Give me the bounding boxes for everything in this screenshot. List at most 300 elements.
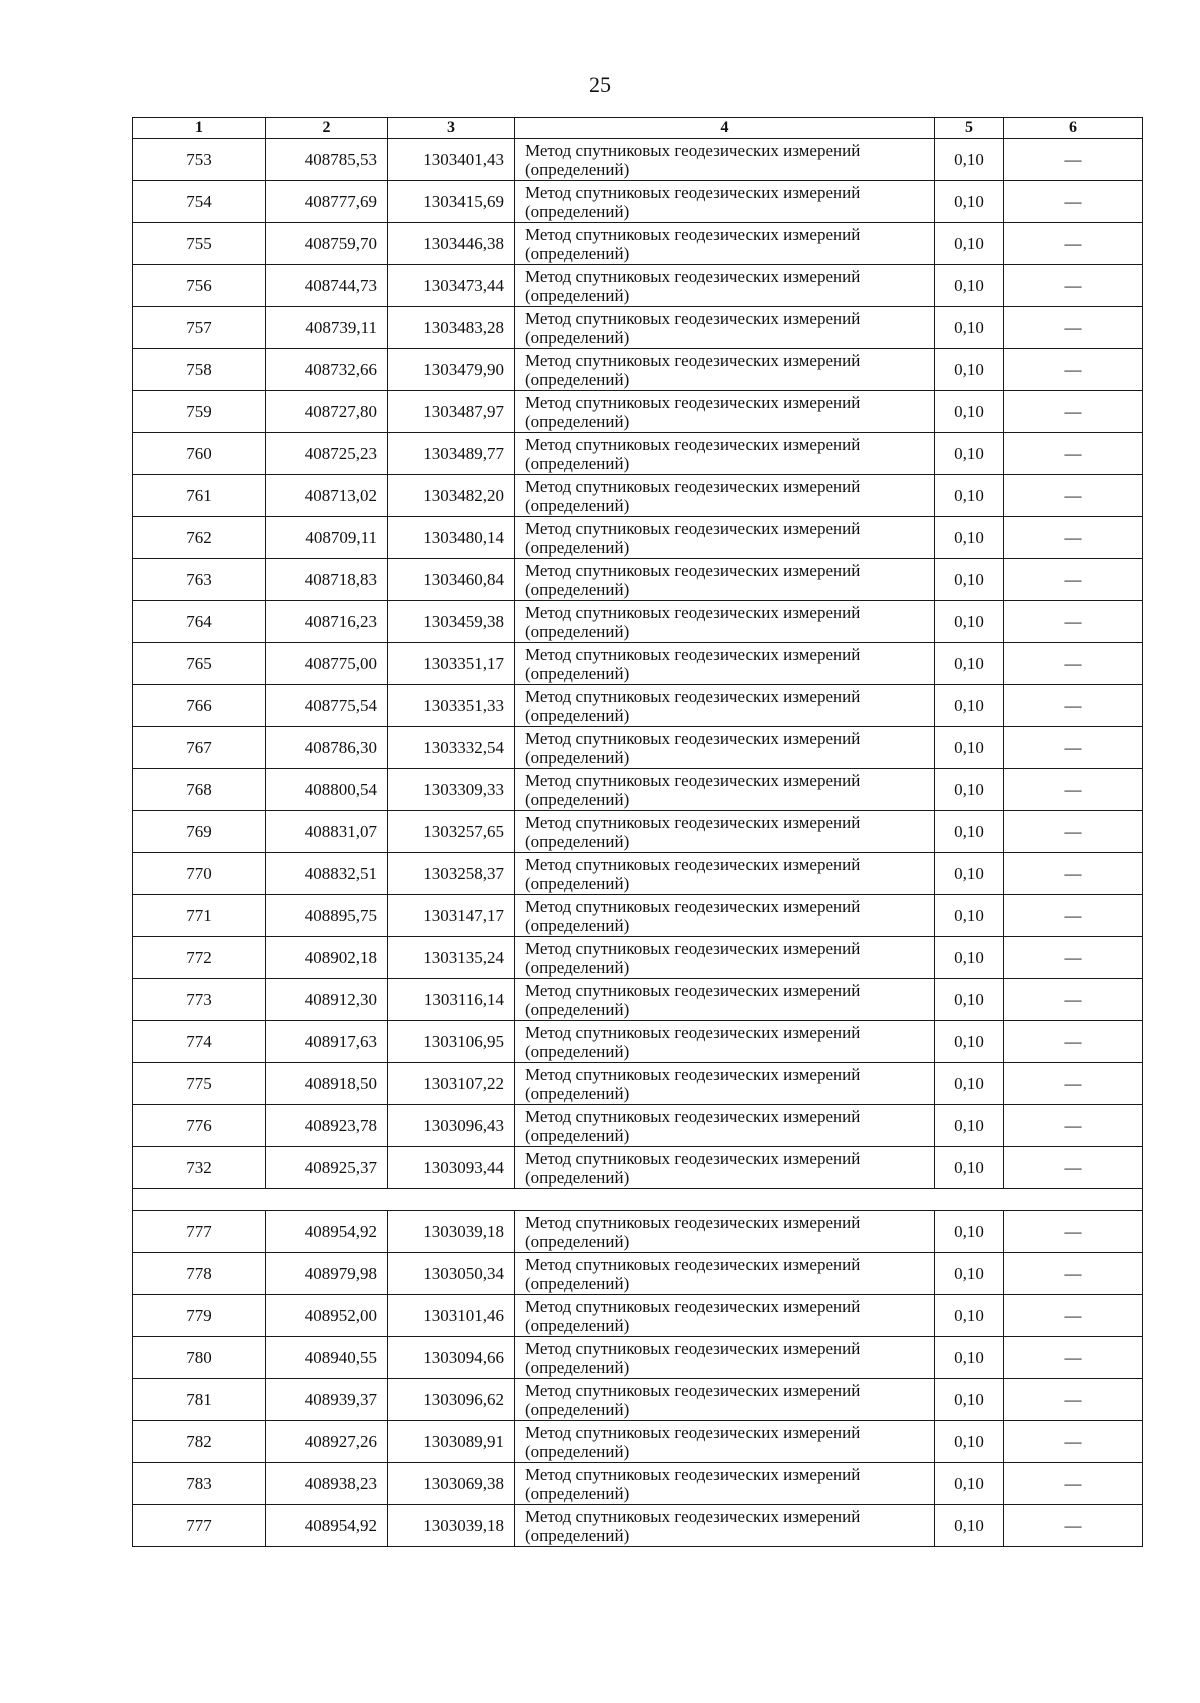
y-coordinate-cell: 1303487,97	[388, 391, 515, 433]
y-coordinate-cell: 1303101,46	[388, 1295, 515, 1337]
table-row	[133, 979, 1143, 1021]
method-cell	[515, 853, 935, 895]
accuracy-cell: 0,10	[935, 643, 1004, 685]
coordinates-table	[132, 117, 1143, 1547]
point-number-cell: 758	[133, 349, 266, 391]
method-line-2: (определений)	[525, 1525, 630, 1545]
table-row	[133, 685, 1143, 727]
table-row	[133, 1463, 1143, 1505]
point-number-cell: 778	[133, 1253, 266, 1295]
accuracy-cell: 0,10	[935, 1421, 1004, 1463]
method-line-2: (определений)	[525, 159, 630, 179]
method-line-2: (определений)	[525, 915, 630, 935]
method-cell	[515, 727, 935, 769]
note-cell: —	[1004, 1253, 1143, 1295]
method-line-2: (определений)	[525, 999, 630, 1019]
accuracy-cell: 0,10	[935, 937, 1004, 979]
header-cell: 3	[388, 118, 515, 139]
note-cell: —	[1004, 391, 1143, 433]
method-line-1: Метод спутниковых геодезических измерений	[525, 350, 861, 370]
y-coordinate-cell: 1303258,37	[388, 853, 515, 895]
method-line-2: (определений)	[525, 1441, 630, 1461]
method-cell	[515, 517, 935, 559]
method-line-2: (определений)	[525, 201, 630, 221]
point-number-cell: 770	[133, 853, 266, 895]
table-row	[133, 349, 1143, 391]
method-line-2: (определений)	[525, 831, 630, 851]
table-row	[133, 433, 1143, 475]
method-line-2: (определений)	[525, 1483, 630, 1503]
table-row	[133, 1021, 1143, 1063]
method-line-1: Метод спутниковых геодезических измерений	[525, 1422, 861, 1442]
method-line-1: Метод спутниковых геодезических измерений	[525, 896, 861, 916]
method-cell	[515, 349, 935, 391]
y-coordinate-cell: 1303489,77	[388, 433, 515, 475]
accuracy-cell: 0,10	[935, 1505, 1004, 1547]
accuracy-cell: 0,10	[935, 1211, 1004, 1253]
y-coordinate-cell: 1303089,91	[388, 1421, 515, 1463]
note-cell: —	[1004, 769, 1143, 811]
table-row	[133, 811, 1143, 853]
point-number-cell: 732	[133, 1147, 266, 1189]
accuracy-cell: 0,10	[935, 181, 1004, 223]
point-number-cell: 769	[133, 811, 266, 853]
table-row	[133, 307, 1143, 349]
note-cell: —	[1004, 223, 1143, 265]
y-coordinate-cell: 1303096,62	[388, 1379, 515, 1421]
x-coordinate-cell: 408775,00	[266, 643, 388, 685]
point-number-cell: 776	[133, 1105, 266, 1147]
x-coordinate-cell: 408939,37	[266, 1379, 388, 1421]
method-line-2: (определений)	[525, 369, 630, 389]
x-coordinate-cell: 408786,30	[266, 727, 388, 769]
x-coordinate-cell: 408725,23	[266, 433, 388, 475]
x-coordinate-cell: 408979,98	[266, 1253, 388, 1295]
y-coordinate-cell: 1303446,38	[388, 223, 515, 265]
method-line-2: (определений)	[525, 579, 630, 599]
table-row	[133, 1505, 1143, 1547]
table-row	[133, 643, 1143, 685]
x-coordinate-cell: 408918,50	[266, 1063, 388, 1105]
point-number-cell: 777	[133, 1505, 266, 1547]
note-cell: —	[1004, 979, 1143, 1021]
accuracy-cell: 0,10	[935, 139, 1004, 181]
accuracy-cell: 0,10	[935, 1463, 1004, 1505]
method-cell	[515, 685, 935, 727]
method-line-1: Метод спутниковых геодезических измерений	[525, 476, 861, 496]
method-line-1: Метод спутниковых геодезических измерений	[525, 1064, 861, 1084]
method-line-2: (определений)	[525, 621, 630, 641]
note-cell: —	[1004, 727, 1143, 769]
method-line-2: (определений)	[525, 1357, 630, 1377]
method-cell	[515, 601, 935, 643]
note-cell: —	[1004, 1105, 1143, 1147]
method-cell	[515, 139, 935, 181]
table-gap-row	[133, 1189, 1143, 1211]
table-row	[133, 475, 1143, 517]
x-coordinate-cell: 408938,23	[266, 1463, 388, 1505]
table-row	[133, 1337, 1143, 1379]
accuracy-cell: 0,10	[935, 1147, 1004, 1189]
y-coordinate-cell: 1303459,38	[388, 601, 515, 643]
x-coordinate-cell: 408777,69	[266, 181, 388, 223]
method-line-2: (определений)	[525, 789, 630, 809]
note-cell: —	[1004, 1021, 1143, 1063]
x-coordinate-cell: 408744,73	[266, 265, 388, 307]
x-coordinate-cell: 408895,75	[266, 895, 388, 937]
accuracy-cell: 0,10	[935, 223, 1004, 265]
x-coordinate-cell: 408718,83	[266, 559, 388, 601]
method-cell	[515, 979, 935, 1021]
method-cell	[515, 769, 935, 811]
method-cell	[515, 1463, 935, 1505]
method-line-1: Метод спутниковых геодезических измерений	[525, 1506, 861, 1526]
method-line-2: (определений)	[525, 1315, 630, 1335]
method-line-1: Метод спутниковых геодезических измерений	[525, 140, 861, 160]
method-cell	[515, 1505, 935, 1547]
x-coordinate-cell: 408775,54	[266, 685, 388, 727]
method-line-2: (определений)	[525, 1083, 630, 1103]
table-row	[133, 1063, 1143, 1105]
y-coordinate-cell: 1303094,66	[388, 1337, 515, 1379]
accuracy-cell: 0,10	[935, 1105, 1004, 1147]
x-coordinate-cell: 408732,66	[266, 349, 388, 391]
method-line-1: Метод спутниковых геодезических измерений	[525, 1254, 861, 1274]
y-coordinate-cell: 1303135,24	[388, 937, 515, 979]
accuracy-cell: 0,10	[935, 391, 1004, 433]
note-cell: —	[1004, 601, 1143, 643]
point-number-cell: 754	[133, 181, 266, 223]
y-coordinate-cell: 1303039,18	[388, 1211, 515, 1253]
point-number-cell: 757	[133, 307, 266, 349]
accuracy-cell: 0,10	[935, 1295, 1004, 1337]
method-cell	[515, 1211, 935, 1253]
method-cell	[515, 223, 935, 265]
x-coordinate-cell: 408727,80	[266, 391, 388, 433]
table-row	[133, 601, 1143, 643]
y-coordinate-cell: 1303483,28	[388, 307, 515, 349]
method-line-1: Метод спутниковых геодезических измерений	[525, 1212, 861, 1232]
method-cell	[515, 1253, 935, 1295]
y-coordinate-cell: 1303479,90	[388, 349, 515, 391]
x-coordinate-cell: 408952,00	[266, 1295, 388, 1337]
y-coordinate-cell: 1303107,22	[388, 1063, 515, 1105]
note-cell: —	[1004, 1147, 1143, 1189]
note-cell: —	[1004, 139, 1143, 181]
method-line-1: Метод спутниковых геодезических измерений	[525, 1022, 861, 1042]
method-line-2: (определений)	[525, 1231, 630, 1251]
note-cell: —	[1004, 1337, 1143, 1379]
method-line-1: Метод спутниковых геодезических измерений	[525, 1464, 861, 1484]
method-line-2: (определений)	[525, 1041, 630, 1061]
header-cell: 6	[1004, 118, 1143, 139]
table-row	[133, 1379, 1143, 1421]
x-coordinate-cell: 408831,07	[266, 811, 388, 853]
note-cell: —	[1004, 937, 1143, 979]
x-coordinate-cell: 408713,02	[266, 475, 388, 517]
accuracy-cell: 0,10	[935, 1063, 1004, 1105]
method-cell	[515, 559, 935, 601]
header-cell: 4	[515, 118, 935, 139]
note-cell: —	[1004, 433, 1143, 475]
y-coordinate-cell: 1303480,14	[388, 517, 515, 559]
y-coordinate-cell: 1303351,33	[388, 685, 515, 727]
y-coordinate-cell: 1303332,54	[388, 727, 515, 769]
table-row	[133, 223, 1143, 265]
method-line-1: Метод спутниковых геодезических измерений	[525, 1148, 861, 1168]
x-coordinate-cell: 408716,23	[266, 601, 388, 643]
method-cell	[515, 643, 935, 685]
note-cell: —	[1004, 181, 1143, 223]
note-cell: —	[1004, 685, 1143, 727]
x-coordinate-cell: 408800,54	[266, 769, 388, 811]
method-line-1: Метод спутниковых геодезических измерений	[525, 686, 861, 706]
method-cell	[515, 895, 935, 937]
x-coordinate-cell: 408940,55	[266, 1337, 388, 1379]
accuracy-cell: 0,10	[935, 811, 1004, 853]
method-cell	[515, 1379, 935, 1421]
note-cell: —	[1004, 643, 1143, 685]
method-line-2: (определений)	[525, 1399, 630, 1419]
accuracy-cell: 0,10	[935, 475, 1004, 517]
accuracy-cell: 0,10	[935, 601, 1004, 643]
x-coordinate-cell: 408954,92	[266, 1211, 388, 1253]
accuracy-cell: 0,10	[935, 685, 1004, 727]
method-line-1: Метод спутниковых геодезических измерений	[525, 644, 861, 664]
note-cell: —	[1004, 517, 1143, 559]
method-cell	[515, 1105, 935, 1147]
y-coordinate-cell: 1303401,43	[388, 139, 515, 181]
note-cell: —	[1004, 1379, 1143, 1421]
note-cell: —	[1004, 895, 1143, 937]
table-header-row	[133, 118, 1143, 139]
y-coordinate-cell: 1303473,44	[388, 265, 515, 307]
table-row	[133, 1421, 1143, 1463]
method-line-2: (определений)	[525, 705, 630, 725]
accuracy-cell: 0,10	[935, 853, 1004, 895]
method-line-1: Метод спутниковых геодезических измерений	[525, 392, 861, 412]
table-row	[133, 1211, 1143, 1253]
note-cell: —	[1004, 559, 1143, 601]
note-cell: —	[1004, 349, 1143, 391]
x-coordinate-cell: 408832,51	[266, 853, 388, 895]
method-line-1: Метод спутниковых геодезических измерений	[525, 1380, 861, 1400]
y-coordinate-cell: 1303257,65	[388, 811, 515, 853]
method-line-1: Метод спутниковых геодезических измерений	[525, 1296, 861, 1316]
method-line-2: (определений)	[525, 327, 630, 347]
accuracy-cell: 0,10	[935, 1253, 1004, 1295]
x-coordinate-cell: 408739,11	[266, 307, 388, 349]
method-line-2: (определений)	[525, 1167, 630, 1187]
point-number-cell: 777	[133, 1211, 266, 1253]
accuracy-cell: 0,10	[935, 307, 1004, 349]
note-cell: —	[1004, 1463, 1143, 1505]
method-cell	[515, 1337, 935, 1379]
method-cell	[515, 937, 935, 979]
method-line-2: (определений)	[525, 495, 630, 515]
y-coordinate-cell: 1303116,14	[388, 979, 515, 1021]
point-number-cell: 773	[133, 979, 266, 1021]
method-line-1: Метод спутниковых геодезических измерений	[525, 980, 861, 1000]
table-row	[133, 937, 1143, 979]
point-number-cell: 767	[133, 727, 266, 769]
y-coordinate-cell: 1303096,43	[388, 1105, 515, 1147]
point-number-cell: 756	[133, 265, 266, 307]
method-cell	[515, 1063, 935, 1105]
note-cell: —	[1004, 1421, 1143, 1463]
table-row	[133, 1295, 1143, 1337]
point-number-cell: 771	[133, 895, 266, 937]
note-cell: —	[1004, 307, 1143, 349]
method-line-1: Метод спутниковых геодезических измерений	[525, 560, 861, 580]
method-line-2: (определений)	[525, 957, 630, 977]
table-row	[133, 853, 1143, 895]
table-row	[133, 1147, 1143, 1189]
method-cell	[515, 811, 935, 853]
point-number-cell: 782	[133, 1421, 266, 1463]
accuracy-cell: 0,10	[935, 559, 1004, 601]
method-cell	[515, 1421, 935, 1463]
table-body	[133, 139, 1143, 1547]
point-number-cell: 768	[133, 769, 266, 811]
x-coordinate-cell: 408925,37	[266, 1147, 388, 1189]
x-coordinate-cell: 408902,18	[266, 937, 388, 979]
method-line-1: Метод спутниковых геодезических измерений	[525, 518, 861, 538]
accuracy-cell: 0,10	[935, 1379, 1004, 1421]
y-coordinate-cell: 1303093,44	[388, 1147, 515, 1189]
table-row	[133, 1253, 1143, 1295]
method-line-1: Метод спутниковых геодезических измерений	[525, 224, 861, 244]
method-line-2: (определений)	[525, 1273, 630, 1293]
method-cell	[515, 433, 935, 475]
note-cell: —	[1004, 811, 1143, 853]
point-number-cell: 760	[133, 433, 266, 475]
x-coordinate-cell: 408954,92	[266, 1505, 388, 1547]
y-coordinate-cell: 1303050,34	[388, 1253, 515, 1295]
point-number-cell: 753	[133, 139, 266, 181]
accuracy-cell: 0,10	[935, 1021, 1004, 1063]
accuracy-cell: 0,10	[935, 769, 1004, 811]
accuracy-cell: 0,10	[935, 1337, 1004, 1379]
table-row	[133, 139, 1143, 181]
y-coordinate-cell: 1303039,18	[388, 1505, 515, 1547]
method-line-2: (определений)	[525, 411, 630, 431]
table-row	[133, 391, 1143, 433]
point-number-cell: 781	[133, 1379, 266, 1421]
y-coordinate-cell: 1303351,17	[388, 643, 515, 685]
method-line-2: (определений)	[525, 663, 630, 683]
note-cell: —	[1004, 265, 1143, 307]
point-number-cell: 764	[133, 601, 266, 643]
x-coordinate-cell: 408923,78	[266, 1105, 388, 1147]
y-coordinate-cell: 1303069,38	[388, 1463, 515, 1505]
method-line-2: (определений)	[525, 1125, 630, 1145]
point-number-cell: 783	[133, 1463, 266, 1505]
method-line-2: (определений)	[525, 285, 630, 305]
method-cell	[515, 181, 935, 223]
y-coordinate-cell: 1303147,17	[388, 895, 515, 937]
method-line-1: Метод спутниковых геодезических измерений	[525, 266, 861, 286]
point-number-cell: 763	[133, 559, 266, 601]
method-line-1: Метод спутниковых геодезических измерений	[525, 1338, 861, 1358]
method-line-2: (определений)	[525, 873, 630, 893]
method-line-1: Метод спутниковых геодезических измерений	[525, 182, 861, 202]
method-line-1: Метод спутниковых геодезических измерений	[525, 434, 861, 454]
table-row	[133, 559, 1143, 601]
method-cell	[515, 307, 935, 349]
accuracy-cell: 0,10	[935, 895, 1004, 937]
method-cell	[515, 1021, 935, 1063]
method-line-1: Метод спутниковых геодезических измерений	[525, 938, 861, 958]
method-line-1: Метод спутниковых геодезических измерений	[525, 602, 861, 622]
x-coordinate-cell: 408927,26	[266, 1421, 388, 1463]
method-line-1: Метод спутниковых геодезических измерений	[525, 770, 861, 790]
note-cell: —	[1004, 1211, 1143, 1253]
method-line-2: (определений)	[525, 453, 630, 473]
x-coordinate-cell: 408785,53	[266, 139, 388, 181]
y-coordinate-cell: 1303309,33	[388, 769, 515, 811]
y-coordinate-cell: 1303415,69	[388, 181, 515, 223]
method-line-1: Метод спутниковых геодезических измерений	[525, 854, 861, 874]
note-cell: —	[1004, 1063, 1143, 1105]
note-cell: —	[1004, 1295, 1143, 1337]
method-line-1: Метод спутниковых геодезических измерений	[525, 728, 861, 748]
point-number-cell: 779	[133, 1295, 266, 1337]
method-line-1: Метод спутниковых геодезических измерений	[525, 812, 861, 832]
point-number-cell: 765	[133, 643, 266, 685]
point-number-cell: 774	[133, 1021, 266, 1063]
accuracy-cell: 0,10	[935, 979, 1004, 1021]
point-number-cell: 759	[133, 391, 266, 433]
method-cell	[515, 1295, 935, 1337]
accuracy-cell: 0,10	[935, 517, 1004, 559]
table-row	[133, 895, 1143, 937]
gap-cell	[133, 1189, 1143, 1211]
table-row	[133, 517, 1143, 559]
method-line-2: (определений)	[525, 537, 630, 557]
accuracy-cell: 0,10	[935, 727, 1004, 769]
accuracy-cell: 0,10	[935, 349, 1004, 391]
method-line-2: (определений)	[525, 243, 630, 263]
x-coordinate-cell: 408917,63	[266, 1021, 388, 1063]
x-coordinate-cell: 408759,70	[266, 223, 388, 265]
method-line-2: (определений)	[525, 747, 630, 767]
y-coordinate-cell: 1303106,95	[388, 1021, 515, 1063]
method-cell	[515, 391, 935, 433]
table-row	[133, 265, 1143, 307]
table-row	[133, 727, 1143, 769]
accuracy-cell: 0,10	[935, 433, 1004, 475]
method-line-1: Метод спутниковых геодезических измерений	[525, 308, 861, 328]
note-cell: —	[1004, 475, 1143, 517]
header-cell: 5	[935, 118, 1004, 139]
point-number-cell: 761	[133, 475, 266, 517]
point-number-cell: 775	[133, 1063, 266, 1105]
y-coordinate-cell: 1303460,84	[388, 559, 515, 601]
point-number-cell: 766	[133, 685, 266, 727]
table-row	[133, 1105, 1143, 1147]
header-cell: 1	[133, 118, 266, 139]
y-coordinate-cell: 1303482,20	[388, 475, 515, 517]
method-line-1: Метод спутниковых геодезических измерений	[525, 1106, 861, 1126]
table-row	[133, 769, 1143, 811]
point-number-cell: 772	[133, 937, 266, 979]
x-coordinate-cell: 408709,11	[266, 517, 388, 559]
header-cell: 2	[266, 118, 388, 139]
point-number-cell: 755	[133, 223, 266, 265]
method-cell	[515, 1147, 935, 1189]
point-number-cell: 780	[133, 1337, 266, 1379]
